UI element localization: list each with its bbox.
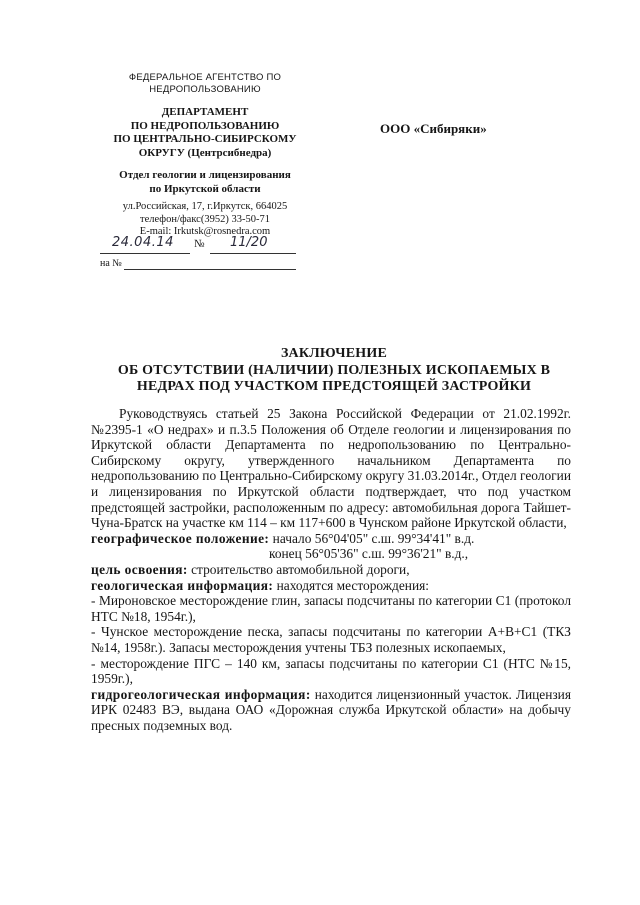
reply-to-line xyxy=(100,258,296,272)
department-line: ДЕПАРТАМЕНТ xyxy=(161,106,249,118)
geo-label: географическое положение: xyxy=(91,530,270,546)
address-block xyxy=(100,201,310,239)
addressee: ООО «Сибиряки» xyxy=(380,121,487,136)
division-block xyxy=(100,169,310,196)
handwritten-number: 11/20 xyxy=(230,235,268,250)
coord-end: конец 56°05'36" с.ш. 99°36'21" в.д., xyxy=(269,546,469,562)
coord-end-line xyxy=(91,546,571,562)
department-line: ПО ЦЕНТРАЛЬНО-СИБИРСКОМУ xyxy=(113,133,297,145)
hydro-label: гидрогеологическая информация: xyxy=(91,686,311,702)
geology-paragraph xyxy=(91,578,571,594)
intro-paragraph: Руководствуясь статьей 25 Закона Российской Федерации от 21.02.1992г. №2395-1 «О недрах» и п.3.5 Положения об Отделе геологии и лицензирования по Иркутской области Департамента по недропользованию по Центрально-Сибирскому округу, утвержденного начальником Департамента по недропользованию по Центрально-Сибирскому округу 31.03.2014г., Отдел геологии и лицензирования по Иркутской области подтверждает, что под участком предстоящей застройки, расположенным по адресу: автомобильная дорога Тайшет-Чуна-Братск на участке км 114 – км 117+600 в Чунском районе Иркутской области, xyxy=(91,406,572,531)
hydro-paragraph xyxy=(91,687,571,734)
number-sign: № xyxy=(194,238,205,250)
department-line: ОКРУГУ (Центрсибнедра) xyxy=(138,146,272,159)
reply-to-underline xyxy=(124,269,296,270)
handwritten-date: 24.04.14 xyxy=(112,235,174,250)
title-line: НЕДРАХ ПОД УЧАСТКОМ ПРЕДСТОЯЩЕЙ ЗАСТРОЙКИ xyxy=(136,379,532,394)
deposit-item: - месторождение ПГС – 140 км, запасы подсчитаны по категории С1 (НТС №15, 1959г.), xyxy=(91,655,571,687)
date-underline xyxy=(100,253,190,254)
purpose-label: цель освоения: xyxy=(91,561,188,577)
department-block xyxy=(100,106,310,160)
email-line: E-mail: Irkutsk@rosnedra.com xyxy=(139,226,271,237)
purpose-paragraph xyxy=(91,562,571,578)
division-line: по Иркутской области xyxy=(149,182,261,195)
department-line: ПО НЕДРОПОЛЬЗОВАНИЮ xyxy=(130,119,280,132)
reply-to-label: на № xyxy=(100,258,122,269)
deposit-item: - Мироновское месторождение глин, запасы подсчитаны по категории С1 (протокол НТС №18, 1954г.), xyxy=(91,593,571,624)
division-line: Отдел геологии и лицензирования xyxy=(119,169,291,181)
document-body xyxy=(91,406,571,733)
geology-text: находятся месторождения: xyxy=(273,577,430,593)
number-underline xyxy=(210,253,296,254)
geology-label: геологическая информация: xyxy=(91,577,274,593)
purpose-text: строительство автомобильной дороги, xyxy=(187,561,410,577)
phone-line: телефон/факс(3952) 33-50-71 xyxy=(140,213,270,225)
title-line: ОБ ОТСУТСТВИИ (НАЛИЧИИ) ПОЛЕЗНЫХ ИСКОПАЕМЫХ В xyxy=(117,362,551,378)
geo-position xyxy=(91,531,571,547)
agency-name: ФЕДЕРАЛЬНОЕ АГЕНТСТВО ПО НЕДРОПОЛЬЗОВАНИЮ xyxy=(128,72,282,95)
document-title xyxy=(96,346,572,396)
coord-start: начало 56°04'05" с.ш. 99°34'41" в.д. xyxy=(272,530,475,546)
deposit-item: - Чунское месторождение песка, запасы подсчитаны по категории А+В+С1 (ТКЗ №14, 1958г.). Запасы месторождения учтены ТБЗ полезных ископаемых, xyxy=(91,624,571,655)
hydro-text: находится лицензионный участок. Лицензия ИРК 02483 ВЭ, выдана ОАО «Дорожная служба Иркутской области» на добычу пресных подземных вод. xyxy=(91,686,572,733)
address-line: ул.Российская, 17, г.Иркутск, 664025 xyxy=(122,201,288,212)
date-number-line xyxy=(100,235,296,254)
title-line: ЗАКЛЮЧЕНИЕ xyxy=(280,346,388,361)
